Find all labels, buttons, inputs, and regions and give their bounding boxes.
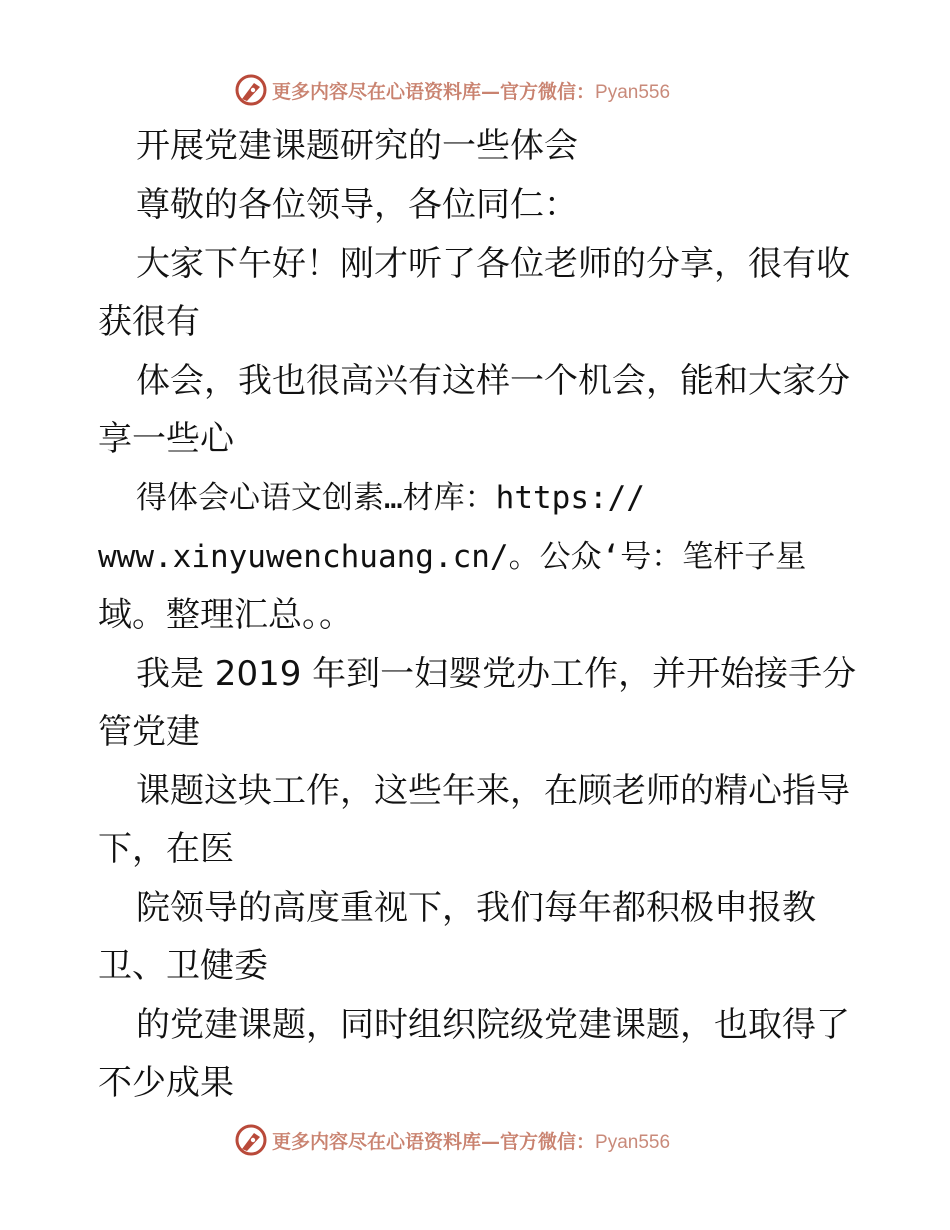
paragraph-line: 域。整理汇总。。: [98, 595, 353, 635]
header-watermark-banner: [234, 72, 734, 108]
footer-watermark-banner: [234, 1122, 734, 1158]
paragraph-line: 大家下午好！刚才听了各位老师的分享，很有收: [136, 244, 850, 284]
wechat-id: Pyan556: [595, 1131, 671, 1153]
paragraph-line: 卫、卫健委: [98, 946, 268, 986]
paragraph-line: 课题这块工作，这些年来，在顾老师的精心指导: [136, 771, 850, 811]
paragraph-line: 管党建: [98, 712, 200, 752]
paragraph-line: 得体会心语文创素…材库：https://: [136, 480, 645, 516]
paragraph-line: 获很有: [98, 302, 200, 342]
document-title: 开展党建课题研究的一些体会: [136, 126, 578, 166]
salutation: 尊敬的各位领导，各位同仁：: [136, 185, 578, 225]
paragraph-line: 院领导的高度重视下，我们每年都积极申报教: [136, 888, 816, 928]
paragraph-line: www.xinyuwenchuang.cn/。公众‘号：笔杆子星: [98, 539, 807, 575]
pen-nib-logo-icon: [234, 1123, 268, 1157]
paragraph-line: 的党建课题，同时组织院级党建课题，也取得了: [136, 1005, 850, 1045]
watermark-text: 更多内容尽在心语资料库—官方微信：Pyan556: [272, 80, 671, 103]
wechat-id: Pyan556: [595, 81, 671, 103]
paragraph-line: 享一些心: [98, 419, 234, 459]
paragraph-line: 我是 2019 年到一妇婴党办工作，并开始接手分: [136, 654, 857, 694]
watermark-text: 更多内容尽在心语资料库—官方微信：Pyan556: [272, 1130, 671, 1153]
paragraph-line: 不少成果: [98, 1063, 234, 1103]
paragraph-line: 下，在医: [98, 829, 234, 869]
pen-nib-logo-icon: [234, 73, 268, 107]
paragraph-line: 体会，我也很高兴有这样一个机会，能和大家分: [136, 361, 850, 401]
